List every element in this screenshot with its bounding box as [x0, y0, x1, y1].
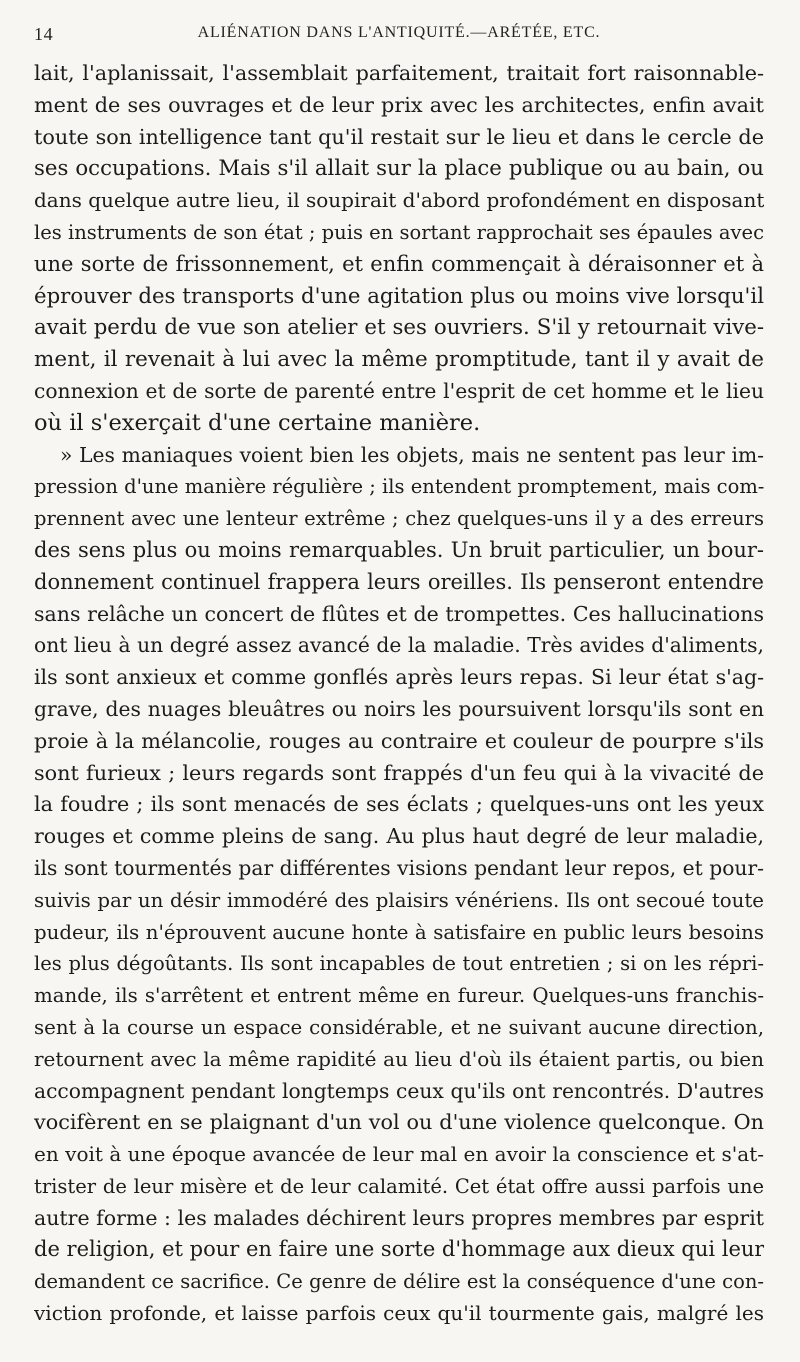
text-line: prennent avec une lenteur extrême ; chez quelques-uns il y a des erreurs	[34, 507, 764, 531]
text-line: ont lieu à un degré assez avancé de la maladie. Très avides d'aliments,	[34, 633, 764, 658]
text-line: proie à la mélancolie, rouges au contraire et couleur de pourpre s'ils	[34, 728, 764, 753]
text-line: les plus dégoûtants. Ils sont incapables de tout entretien ; si on les répri-	[34, 952, 764, 976]
text-line: ment de ses ouvrages et de leur prix avec les architectes, enfin avait	[34, 92, 764, 117]
text-line: ils sont tourmentés par différentes visions pendant leur repos, et pour-	[34, 855, 764, 880]
text-line: les instruments de son état ; puis en sortant rapprochait ses épaules avec	[34, 220, 764, 244]
text-line: autre forme : les malades déchirent leurs propres membres par esprit	[34, 1205, 764, 1230]
text-line: lait, l'aplanissait, l'assemblait parfaitement, traitait fort raisonnable-	[34, 61, 764, 85]
text-line: grave, des nuages bleuâtres ou noirs les poursuivent lorsqu'ils sont en	[34, 696, 764, 721]
text-line: sent à la course un espace considérable, et ne suivant aucune direction,	[34, 1015, 764, 1039]
text-line: donnement continuel frappera leurs oreilles. Ils penseront entendre	[34, 569, 764, 594]
text-line: suivis par un désir immodéré des plaisirs vénériens. Ils ont secoué toute	[34, 888, 764, 912]
running-title: ALIÉNATION DANS L'ANTIQUITÉ.—ARÉTÉE, ETC.	[197, 24, 601, 41]
text-line: une sorte de frissonnement, et enfin commençait à déraisonner et à	[34, 251, 764, 276]
text-line: demandent ce sacrifice. Ce genre de délire est la conséquence d'une con-	[34, 1270, 764, 1294]
text-line: de religion, et pour en faire une sorte d'hommage aux dieux qui leur	[34, 1237, 764, 1262]
text-line: viction profonde, et laisse parfois ceux qu'il tourmente gais, malgré les	[34, 1301, 764, 1326]
text-line: en voit à une époque avancée de leur mal en avoir la conscience et s'at-	[34, 1142, 764, 1167]
text-line: retournent avec la même rapidité au lieu d'où ils étaient partis, ou bien	[34, 1046, 764, 1071]
text-line: mande, ils s'arrêtent et entrent même en fureur. Quelques-uns franchis-	[34, 984, 764, 1008]
text-line: pudeur, ils n'éprouvent aucune honte à satisfaire en public leurs besoins	[34, 920, 764, 944]
text-line: connexion et de sorte de parenté entre l'esprit de cet homme et le lieu	[34, 378, 764, 403]
text-line: ment, il revenait à lui avec la même promptitude, tant il y avait de	[34, 347, 764, 373]
paragraph-start-line: » Les maniaques voient bien les objets, mais ne sentent pas leur im-	[60, 442, 764, 467]
text-line: des sens plus ou moins remarquables. Un bruit particulier, un bour-	[34, 537, 764, 562]
text-line: dans quelque autre lieu, il soupirait d'abord profondément en disposant	[34, 188, 764, 213]
body-text	[34, 58, 764, 1330]
paragraph-end-line: où il s'exerçait d'une certaine manière.	[34, 409, 481, 436]
text-line: trister de leur misère et de leur calamité. Cet état offre aussi parfois une	[34, 1174, 764, 1198]
page-number: 14	[34, 24, 54, 44]
text-line: rouges et comme pleins de sang. Au plus haut degré de leur maladie,	[34, 824, 764, 849]
text-line: toute son intelligence tant qu'il restait sur le lieu et dans le cercle de	[34, 124, 764, 149]
text-line: ils sont anxieux et comme gonflés après leurs repas. Si leur état s'ag-	[34, 665, 764, 690]
text-line: sans relâche un concert de flûtes et de trompettes. Ces hallucinations	[34, 601, 764, 626]
running-head	[34, 24, 764, 54]
text-line: la foudre ; ils sont menacés de ses éclats ; quelques-uns ont les yeux	[34, 792, 764, 817]
text-line: ses occupations. Mais s'il allait sur la place publique ou au bain, ou	[34, 156, 764, 182]
text-line: sont furieux ; leurs regards sont frappés d'un feu qui à la vivacité de	[34, 760, 764, 785]
text-line: avait perdu de vue son atelier et ses ouvriers. S'il y retournait vive-	[34, 315, 764, 341]
text-line: pression d'une manière régulière ; ils entendent promptement, mais com-	[34, 475, 764, 499]
text-line: accompagnent pendant longtemps ceux qu'ils ont rencontrés. D'autres	[34, 1078, 764, 1103]
text-line: éprouver des transports d'une agitation plus ou moins vive lorsqu'il	[34, 283, 764, 309]
text-line: vocifèrent en se plaignant d'un vol ou d'une violence quelconque. On	[34, 1110, 764, 1135]
